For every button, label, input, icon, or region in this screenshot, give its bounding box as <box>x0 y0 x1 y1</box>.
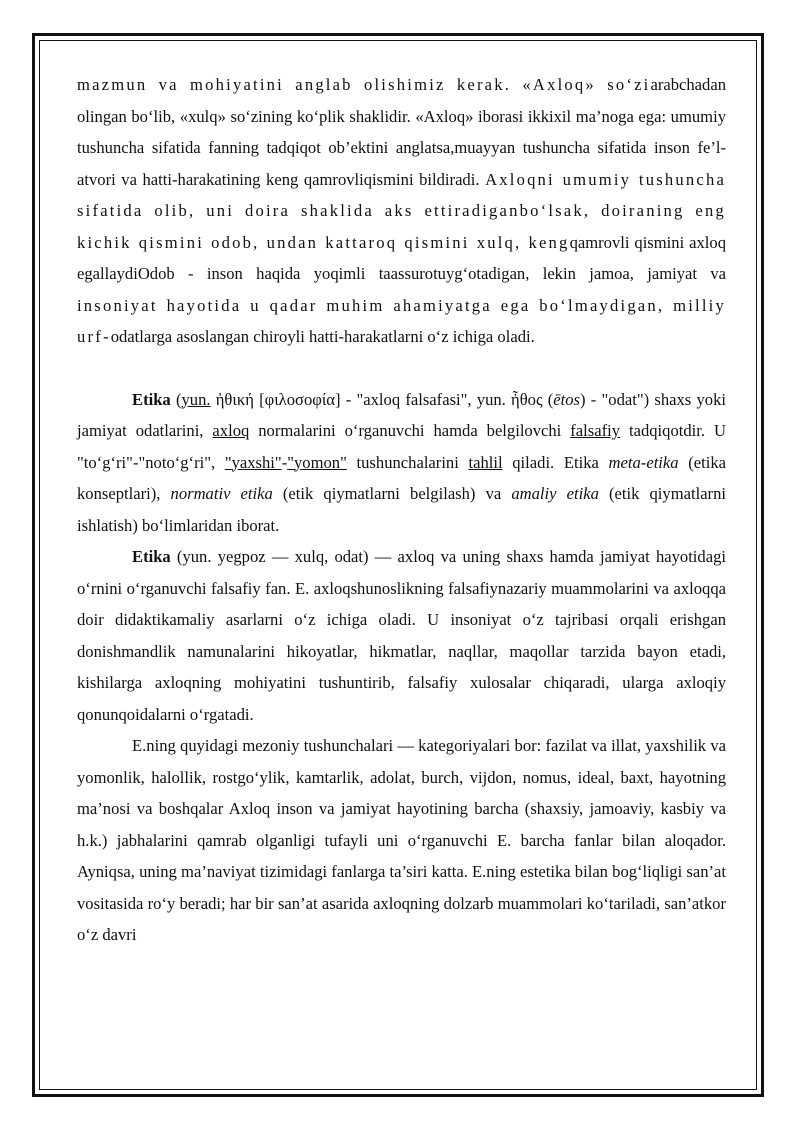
link-yun[interactable]: yun. <box>181 389 211 409</box>
link-yomon[interactable]: "yomon" <box>287 452 347 472</box>
text-span: qiladi. Etika <box>502 452 609 472</box>
term-meta-etika: meta-etika <box>608 452 679 472</box>
text-span: (etik qiymatlarni belgilash) va <box>272 484 512 503</box>
text-span: qamrovli qismini axloq egallaydiOdob - inson haqida yoqimli taassurotuyg‘otadigan, lekin jamoa, jamiyat va <box>77 232 726 283</box>
paragraph-axloq-definition <box>77 69 726 353</box>
term-amaliy-etika: amaliy etika <box>511 484 599 503</box>
text-span: (etik qiymatlarni ishlatish) bo‘limlaridan iborat. <box>77 484 726 535</box>
link-axloq[interactable]: axloq <box>212 421 250 440</box>
text-span: odatlarga asoslangan chiroyli hatti-harakatlarni o‘z ichiga oladi. <box>110 327 535 346</box>
text-span: tushunchalarini <box>346 452 469 472</box>
paragraph-kategoriyalar <box>77 730 726 951</box>
text-span: insoniyat hayotida u qadar muhim ahamiyatga ega bo‘lmaydigan, milliy urf- <box>77 295 726 346</box>
text-span: ) - "odat") shaxs yoki jamiyat odatlarini, <box>77 389 726 440</box>
text-span: (etika konseptlari), <box>77 452 727 503</box>
text-span: arabchadan olingan bo‘lib, «xulq» so‘zining ko‘plik shaklidir. «Axloq» iborasi ikkixil ma’noga ega: umumiy tushuncha sifatida fanning tadqiqot ob’ektini anglatsa,muayyan tushuncha sifatida inson fe’l-atvori va hatti-harakatining keng qamrovliqismini bildiradi. <box>77 75 726 189</box>
term-etos: ētos <box>553 389 581 409</box>
paragraph-gap <box>77 353 726 384</box>
term-etika: Etika <box>132 547 171 566</box>
text-span: ( <box>170 389 182 409</box>
link-falsafiy[interactable]: falsafiy <box>570 421 621 440</box>
text-span: (yun. yegpoz — xulq, odat) — axloq va uning shaxs hamda jamiyat hayotidagi o‘rnini o‘rganuvchi falsafiy fan. E. axloqshunoslikning falsafiynazariy muammolarini va axloqqa doir didaktikamaliy asarlarni o‘z ichiga oladi. U insoniyat o‘z tajribasi orqali erishgan donishmandlik namunalarini hikoyatlar, hikmatlar, naqllar, maqollar tarzida bayon etadi, kishilarga axloqning mohiyatini tushuntirib, falsafiy xulosalar chiqaradi, ularga axloqiy qonunqoidalarni o‘rgatadi. <box>77 547 726 724</box>
paragraph-etika-definition <box>77 384 726 542</box>
document-body <box>77 69 726 951</box>
term-normativ-etika: normativ etika <box>170 484 273 503</box>
text-span: - <box>281 452 288 472</box>
link-tahlil[interactable]: tahlil <box>468 452 503 472</box>
paragraph-etika-fan <box>77 541 726 730</box>
term-etika: Etika <box>132 389 171 409</box>
text-span: Axloqni umumiy tushuncha sifatida olib, uni doira shaklida aks ettiradiganbo‘lsak, doiraning eng kichik qismini odob, undan kattaroq qismini xulq, keng <box>77 169 727 252</box>
text-span: normalarini o‘rganuvchi hamda belgilovchi <box>249 421 571 440</box>
text-span: E.ning quyidagi mezoniy tushunchalari — kategoriyalari bor: fazilat va illat, yaxshilik va yomonlik, halollik, rostgo‘ylik, kamtarlik, adolat, burch, vijdon, nomus, ideal, baxt, hayotning ma’nosi va boshqalar Axloq inson va jamiyat hayotining barcha (shaxsiy, jamoaviy, kasbiy va h.k.) jabhalarini qamrab olganligi tufayli uni o‘rganuvchi E. barcha fanlar bilan aloqador. Ayniqsa, uning ma’naviyat tizimidagi fanlarga ta’siri katta. E.ning estetika bilan bog‘liqligi san’at vositasida ro‘y beradi; har bir san’at asarida axloqning dolzarb muammolari ko‘tariladi, san’atkor o‘z davri <box>77 736 726 944</box>
link-yaxshi[interactable]: "yaxshi" <box>224 452 282 472</box>
text-span: ἠθική [φιλοσοφία] - "axloq falsafasi", yun. ἦθος ( <box>210 389 554 409</box>
text-span: mazmun va mohiyatini anglab olishimiz kerak. «Axloq» so‘zi <box>77 75 651 94</box>
text-span: tadqiqotdir. U "to‘g‘ri"-"noto‘g‘ri", <box>77 421 726 472</box>
